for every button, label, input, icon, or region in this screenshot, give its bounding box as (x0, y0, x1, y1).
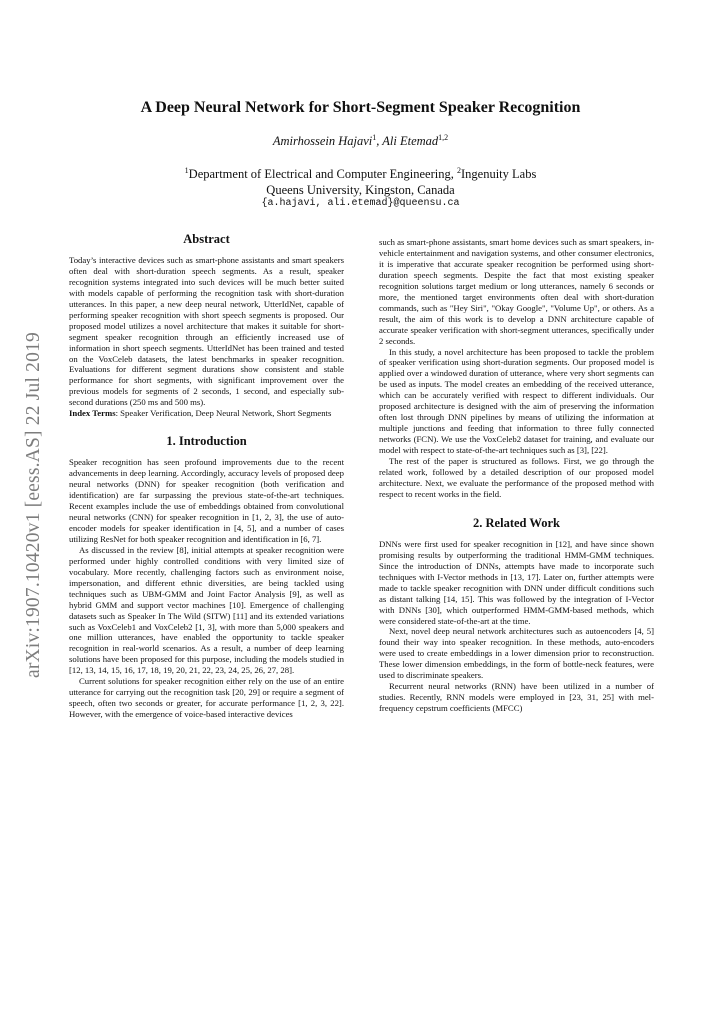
affil-mark: 2 (456, 166, 461, 175)
author-affil-mark: 1,2 (438, 133, 449, 142)
intro-paragraph: Current solutions for speaker recognition either rely on the use of an entire utterance for carrying out the recognition task [20, 29] or require a segment of speech, often two seconds or greater, for accurate performance [1, 2, 3, 22]. However, with the emergence of voice-based interactive devices (69, 676, 344, 720)
affiliation-line (0, 163, 721, 182)
author-name: Amirhossein Hajavi (272, 134, 373, 149)
affil-dept: Department of Electrical and Computer Engineering, (188, 167, 457, 182)
affil-lab: Ingenuity Labs (460, 167, 537, 182)
related-paragraph: DNNs were first used for speaker recognition in [12], and have since shown promising results by outperforming the traditional HMM-GMM techniques. Since the introduction of DNNs, attempts have made to incorporate such techniques with I-Vector methods in [13, 17]. Later on, further attempts were made to tackle speaker recognition with DNN under difficult conditions such as distant talking [14, 15]. This was followed by the integration of I-Vector with DNNs [30], which outperformed HMM-GMM-based methods, which were considered state-of-the-art at the time. (379, 538, 654, 626)
affiliation-block (0, 163, 721, 198)
intro-paragraph: such as smart-phone assistants, smart home devices such as smart speakers, in-vehicle entertainment and navigation systems, and other consumer electronics, it is imperative that accurate speaker recognition be performed using short-duration speech segments. Despite the fact that most existing speaker recognition solutions target medium or long utterances, namely 6 seconds or more, the mentioned target environments often deal with short-duration commands, such as "Hey Siri", "Okay Google", "Volume Up", or others. As a result, the aim of this work is to develop a DNN architecture capable of accurate speaker verification with short-segment utterances, specifically under 2 seconds. (379, 237, 654, 346)
related-paragraph: Recurrent neural networks (RNN) have been utilized in a number of studies. Recently, RNN models were employed in [23, 31, 25] with mel-frequency cepstrum coefficients (MFCC) (379, 681, 654, 714)
intro-paragraph: Speaker recognition has seen profound improvements due to the recent advancements in deep learning. Accordingly, accuracy levels of proposed deep neural networks (DNN) for speaker recognition (both verification and identification) are far surpassing the previous state-of-the-art techniques. Recent examples include the use of embeddings obtained from convolutional neural networks (CNN) for speaker recognition in [1, 2, 3], the use of auto-encoder models for speaker identification in [4, 5], and a number of cases utilizing ResNet for both speaker recognition and identification in [6, 7]. (69, 457, 344, 544)
intro-paragraph: The rest of the paper is structured as follows. First, we go through the related work, followed by a detailed description of our proposed model architecture. Next, we evaluate the performance of the proposed method with respect to recent works in the field. (379, 456, 654, 499)
paper-title: A Deep Neural Network for Short-Segment Speaker Recognition (140, 99, 581, 116)
arxiv-sidebar-stamp (22, 315, 46, 695)
abstract-heading: Abstract (183, 232, 230, 246)
right-column (379, 237, 654, 714)
author-affil-mark: 1 (372, 133, 377, 142)
related-paragraph: Next, novel deep neural network architectures such as autoencoders [4, 5] found their way into speaker recognition. In these methods, auto-encoders were used to create embeddings in a lower dimension prior to reconstruction. These lower dimension embeddings, in the form of bottle-neck features, were used to discriminate speakers. (379, 626, 654, 681)
affil-mark: 1 (184, 166, 189, 175)
abstract-text: Today’s interactive devices such as smart-phone assistants and smart speakers often deal with short-duration speech segments. As a result, speaker recognition systems integrated into such devices will be much better suited with models capable of performing the recognition task with short-duration utterances. In this paper, a new deep neural network, UtterIdNet, capable of performing speaker recognition with short speech segments is proposed. Our proposed model utilizes a novel architecture that makes it suitable for short-segment speaker recognition through an efficiently increased use of information in short speech segments. UtterIdNet has been trained and tested on the VoxCeleb datasets, the latest benchmarks in speaker recognition. Evaluations for different segment durations show consistent and stable performance for short segments, with significant improvement over the previous models for segments of 2 seconds, 1 second, and especially sub-second durations (250 ms and 500 ms). (69, 254, 344, 408)
left-column (69, 234, 344, 720)
author-name: , Ali Etemad (376, 134, 439, 149)
intro-paragraph: In this study, a novel architecture has been proposed to tackle the problem of speaker verification using short-duration segments. Our proposed model is applied over a windowed duration of utterance, where very short segments can be used as inputs. The model creates an embedding of the received utterance, which can be accurately verified with respect to different individuals. Our proposed architecture is designed with the aim of preserving the information often lost through DNN pipelines by means of utilizing the information at multiple junctions and feeding that information to three fully connected networks (FCN). We use the VoxCeleb2 dataset for training, and evaluate our model with respect to state-of-the-art techniques such as [3], [22]. (379, 346, 654, 456)
index-terms (69, 408, 344, 419)
author-email: {a.hajavi, ali.etemad}@queensu.ca (261, 198, 460, 209)
author-line (0, 133, 721, 149)
index-terms-label: Index Terms (69, 408, 116, 419)
index-terms-text: : Speaker Verification, Deep Neural Network, Short Segments (115, 408, 332, 419)
section-heading-related-work: 2. Related Work (473, 515, 560, 530)
section-heading-introduction: 1. Introduction (166, 434, 247, 449)
intro-paragraph: As discussed in the review [8], initial attempts at speaker recognition were performed under highly controlled conditions with very limited size of vocabulary. More recently, challenging factors such as environment noise, impersonation, and different ethnic diversities, are being tackled using techniques such as UBM-GMM and Joint Factor Analysis [9], as well as hybrid GMM and support vector machines [10]. Emergence of challenging datasets such as Speaker In The Wild (SITW) [11] and its extended variations such as VoxCeleb1 and VoxCeleb2 [1, 3], with more than 5,000 speakers and one million utterances, have enabled the opportunity to tackle speaker recognition in real-world scenarios. As a result, a number of deep learning solutions have been proposed for this purpose, including the models studied in [12, 13, 14, 15, 16, 17, 18, 19, 20, 21, 22, 23, 24, 25, 26, 27, 28]. (69, 544, 344, 676)
arxiv-id: arXiv:1907.10420v1 [eess.AS] 22 Jul 2019 (23, 332, 44, 678)
affiliation-location: Queens University, Kingston, Canada (266, 183, 455, 198)
